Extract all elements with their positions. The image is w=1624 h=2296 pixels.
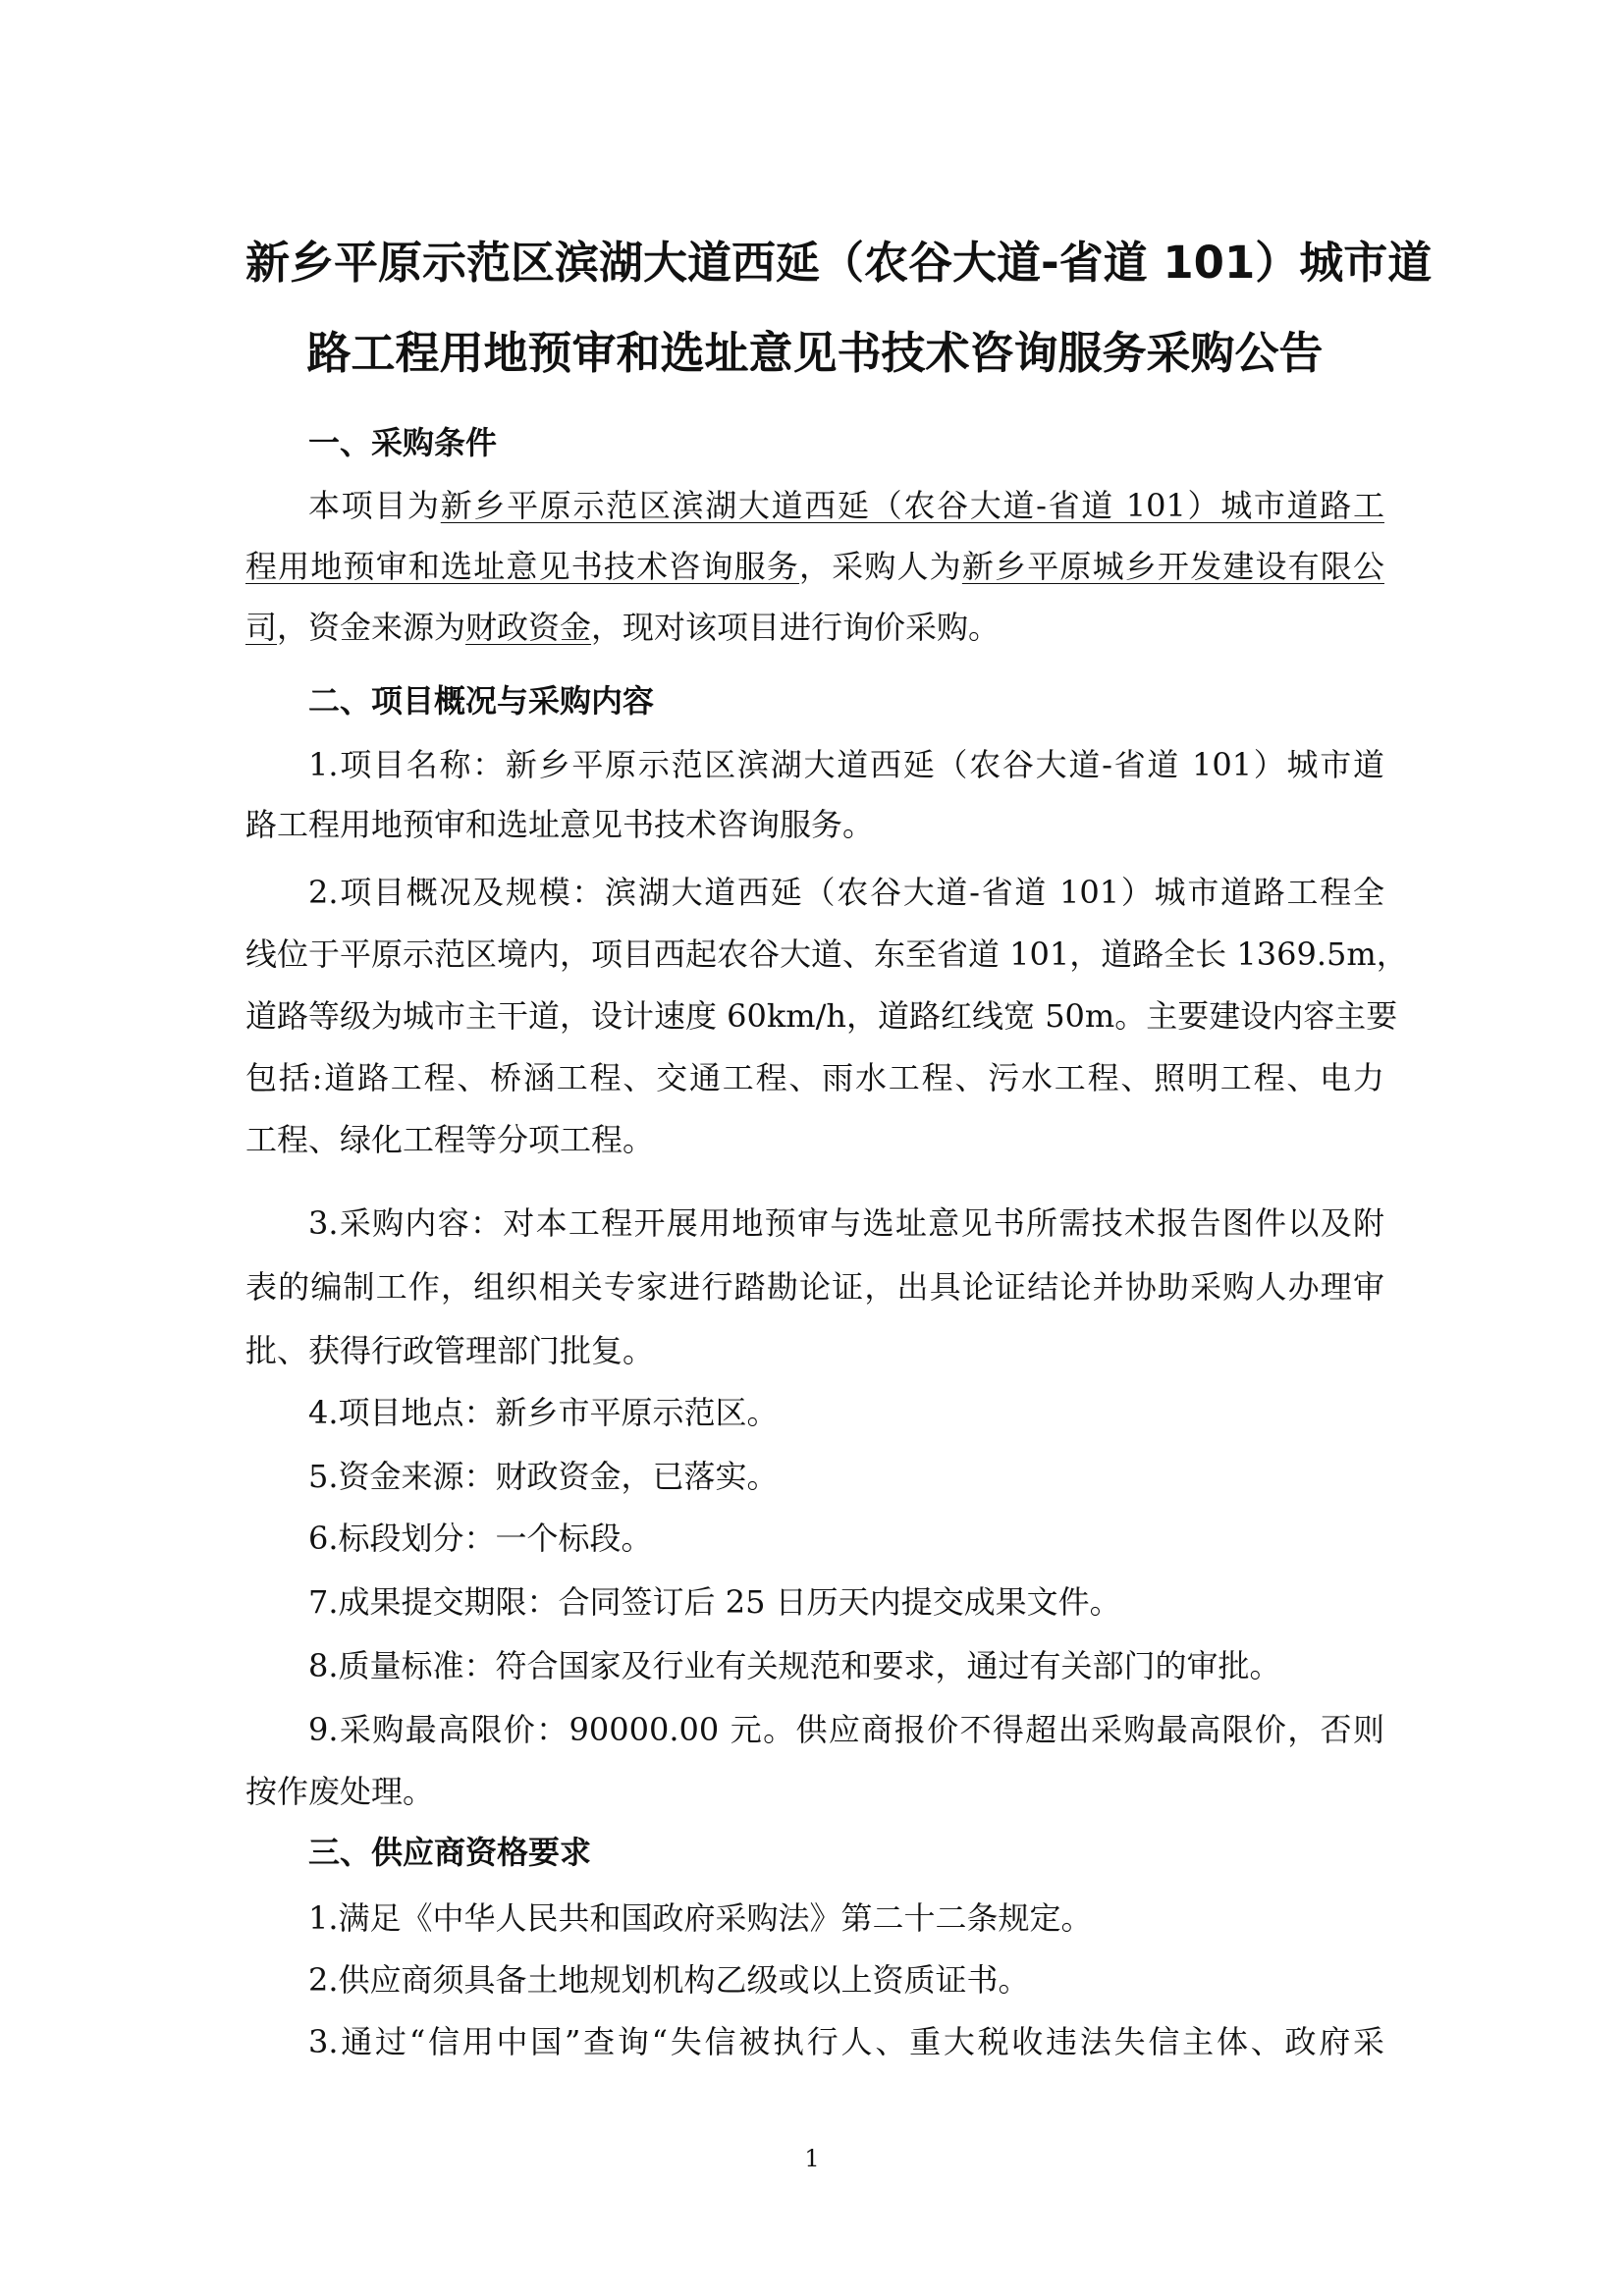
title-line-2: 路工程用地预审和选址意见书技术咨询服务采购公告 — [306, 327, 1324, 379]
qualification-3: 3.通过“信用中国”查询“失信被执行人、重大税收违法失信主体、政府采 — [308, 2023, 1384, 2060]
section-1-heading: 一、采购条件 — [308, 424, 498, 461]
item-9-line-1: 9.采购最高限价：90000.00 元。供应商报价不得超出采购最高限价，否则 — [308, 1711, 1384, 1748]
item-1-line-2: 路工程用地预审和选址意见书技术咨询服务。 — [245, 806, 875, 843]
section-1-line-2 — [245, 547, 1384, 586]
item-2-line-1: 2.项目概况及规模：滨湖大道西延（农谷大道-省道 101）城市道路工程全 — [308, 874, 1384, 911]
page-number: 1 — [804, 2145, 820, 2172]
item-7: 7.成果提交期限：合同签订后 25 日历天内提交成果文件。 — [308, 1583, 1121, 1621]
purchaser-underlined: 新乡平原城乡开发建设有限公 — [961, 548, 1384, 585]
item-3-line-2: 表的编制工作，组织相关专家进行踏勘论证，出具论证结论并协助采购人办理审 — [245, 1268, 1384, 1306]
document-title — [245, 218, 1433, 399]
text: ，现对该项目进行询价采购。 — [591, 609, 1001, 646]
item-2-line-3: 道路等级为城市主干道，设计速度 60km/h，道路红线宽 50m。主要建设内容主要 — [245, 997, 1398, 1035]
text: ，资金来源为 — [277, 609, 466, 646]
item-1-line-1: 1.项目名称：新乡平原示范区滨湖大道西延（农谷大道-省道 101）城市道 — [308, 746, 1384, 783]
title-line-1: 新乡平原示范区滨湖大道西延（农谷大道-省道 101）城市道 — [245, 237, 1433, 289]
purchaser-underlined-cont: 司 — [245, 609, 278, 646]
section-2-heading: 二、项目概况与采购内容 — [308, 682, 655, 720]
item-3-line-1: 3.采购内容：对本工程开展用地预审与选址意见书所需技术报告图件以及附 — [308, 1204, 1384, 1242]
text: ，采购人为 — [798, 548, 962, 585]
item-9-line-2: 按作废处理。 — [245, 1773, 435, 1810]
funding-underlined: 财政资金 — [465, 609, 592, 646]
item-2-line-4: 包括:道路工程、桥涵工程、交通工程、雨水工程、污水工程、照明工程、电力 — [245, 1059, 1384, 1096]
item-6: 6.标段划分：一个标段。 — [308, 1520, 653, 1557]
text: 本项目为 — [308, 487, 441, 524]
section-1-line-3 — [245, 608, 1384, 647]
section-1-line-1 — [245, 486, 1384, 525]
item-2-line-2: 线位于平原示范区境内，项目西起农谷大道、东至省道 101，道路全长 1369.5m， — [245, 935, 1408, 973]
project-name-underlined: 新乡平原示范区滨湖大道西延（农谷大道-省道 101）城市道路工 — [440, 487, 1384, 524]
item-4: 4.项目地点：新乡市平原示范区。 — [308, 1394, 779, 1431]
qualification-2: 2.供应商须具备土地规划机构乙级或以上资质证书。 — [308, 1961, 1030, 1999]
item-8: 8.质量标准：符合国家及行业有关规范和要求，通过有关部门的审批。 — [308, 1647, 1281, 1684]
qualification-1: 1.满足《中华人民共和国政府采购法》第二十二条规定。 — [308, 1899, 1093, 1937]
project-name-underlined-cont: 程用地预审和选址意见书技术咨询服务 — [245, 548, 799, 585]
item-2-line-5: 工程、绿化工程等分项工程。 — [245, 1121, 655, 1158]
item-5: 5.资金来源：财政资金，已落实。 — [308, 1458, 779, 1495]
item-3-line-3: 批、获得行政管理部门批复。 — [245, 1332, 655, 1369]
section-3-heading: 三、供应商资格要求 — [308, 1834, 592, 1871]
